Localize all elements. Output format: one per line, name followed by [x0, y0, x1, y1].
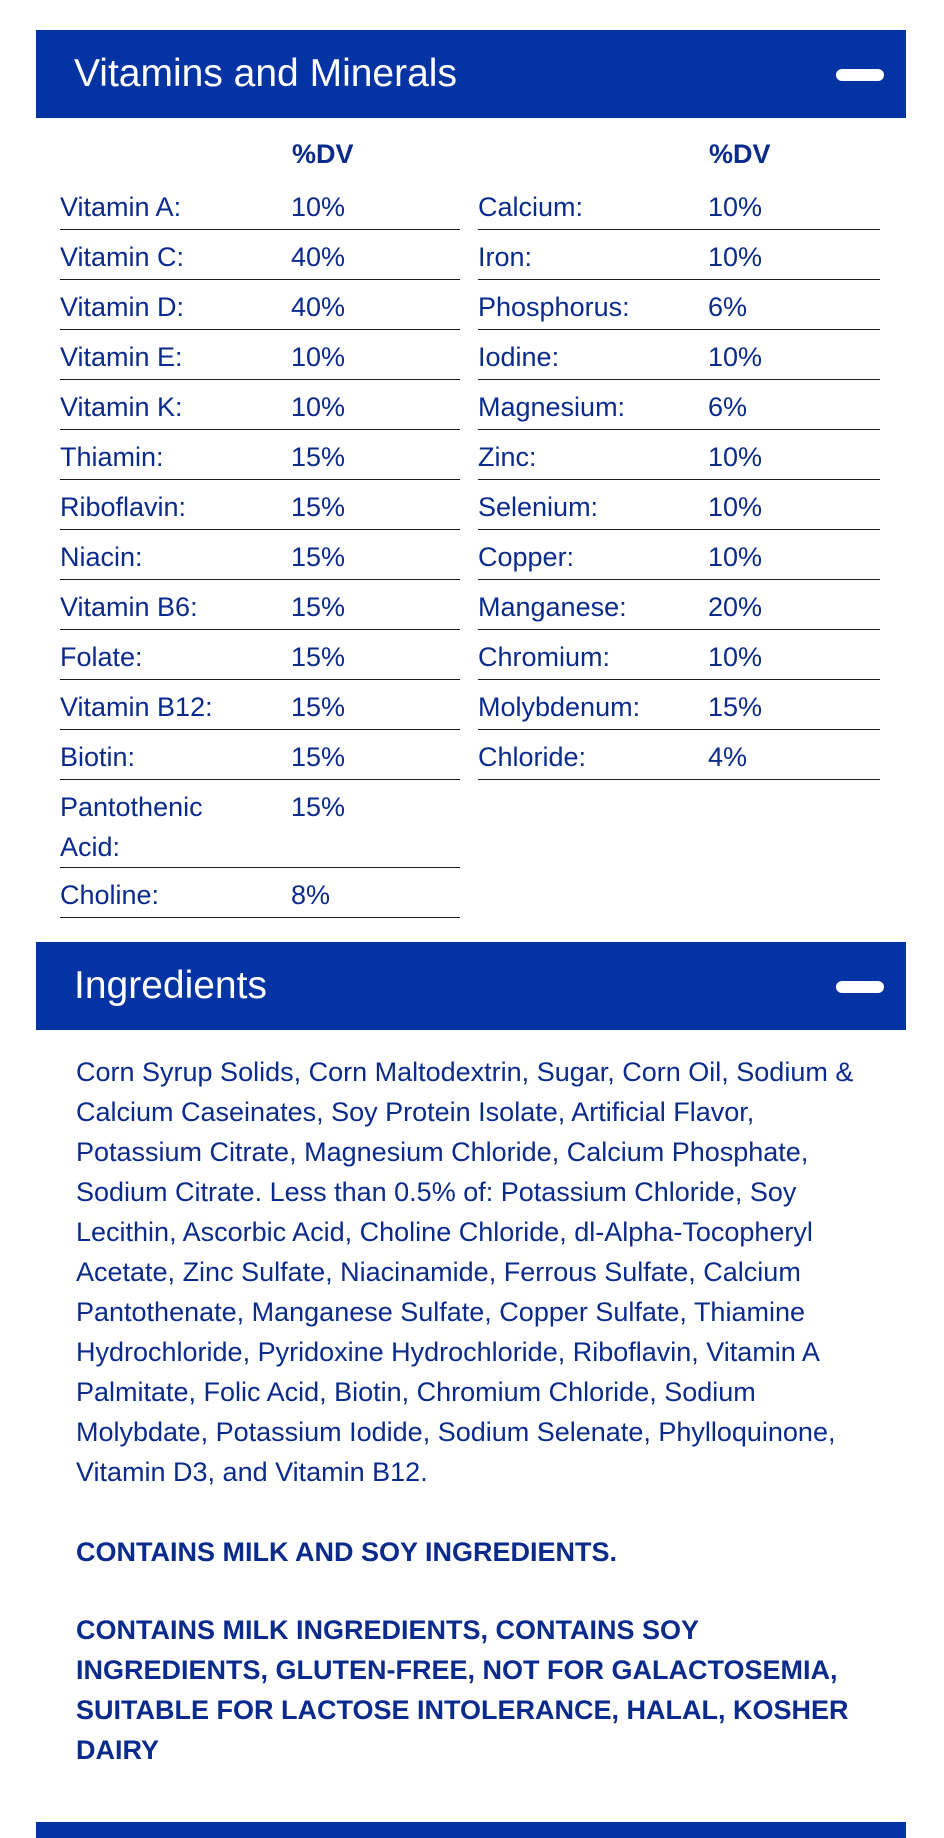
nutrient-name: Iron:	[478, 242, 533, 272]
nutrient-name: Molybdenum:	[478, 692, 641, 722]
nutrient-name: Chromium:	[478, 642, 611, 672]
nutrient-name: Magnesium:	[478, 392, 626, 422]
nutrient-name: Manganese:	[478, 592, 627, 622]
nutrient-dv: 10%	[708, 542, 763, 572]
allergen-statement: CONTAINS MILK AND SOY INGREDIENTS.	[76, 1537, 618, 1567]
nutrient-name: Vitamin D:	[60, 292, 185, 322]
vitamins-minerals-header[interactable]	[36, 30, 906, 118]
nutrient-row	[478, 330, 880, 380]
minus-icon	[836, 69, 884, 81]
nutrient-dv: 15%	[291, 642, 346, 672]
nutrient-dv: 10%	[708, 242, 763, 272]
nutrient-dv: 40%	[291, 242, 346, 272]
nutrient-dv: 15%	[291, 792, 346, 822]
nutrient-row	[60, 868, 460, 918]
nutrient-name: Vitamin K:	[60, 392, 183, 422]
nutrient-dv: 15%	[291, 492, 346, 522]
nutrient-row	[60, 580, 460, 630]
nutrient-row	[478, 580, 880, 630]
vitamins-collapse-button[interactable]	[836, 54, 886, 94]
nutrient-row	[60, 630, 460, 680]
nutrient-dv: 10%	[291, 392, 346, 422]
nutrient-name: Niacin:	[60, 542, 143, 572]
nutrient-dv: 10%	[708, 442, 763, 472]
nutrient-name: Chloride:	[478, 742, 587, 772]
nutrient-name: Vitamin A:	[60, 192, 182, 222]
minerals-table	[478, 180, 880, 780]
nutrient-row	[478, 480, 880, 530]
nutrient-dv: 8%	[291, 880, 331, 910]
nutrient-name: Thiamin:	[60, 442, 164, 472]
nutrient-dv: 15%	[291, 442, 346, 472]
nutrient-row	[60, 230, 460, 280]
nutrient-row	[478, 630, 880, 680]
nutrient-row	[478, 380, 880, 430]
dv-heading-left: %DV	[292, 139, 354, 169]
nutrient-dv: 10%	[708, 342, 763, 372]
next-section-header[interactable]	[36, 1822, 906, 1838]
nutrient-row	[478, 280, 880, 330]
nutrient-name: Vitamin B6:	[60, 592, 198, 622]
nutrient-row	[60, 330, 460, 380]
nutrient-row	[60, 280, 460, 330]
nutrient-row	[60, 730, 460, 780]
nutrient-name: Pantothenic Acid:	[60, 792, 203, 862]
ingredients-title: Ingredients	[74, 964, 267, 1007]
vitamins-minerals-title: Vitamins and Minerals	[74, 52, 457, 95]
nutrient-dv: 10%	[708, 492, 763, 522]
nutrient-name: Folate:	[60, 642, 143, 672]
nutrient-dv: 15%	[291, 592, 346, 622]
nutrient-name: Vitamin B12:	[60, 692, 213, 722]
nutrient-row	[60, 180, 460, 230]
nutrient-row	[60, 530, 460, 580]
ingredients-header[interactable]	[36, 942, 906, 1030]
nutrient-row	[478, 680, 880, 730]
nutrient-name: Calcium:	[478, 192, 584, 222]
minus-icon	[836, 981, 884, 993]
nutrient-name: Iodine:	[478, 342, 560, 372]
nutrient-name: Biotin:	[60, 742, 136, 772]
nutrient-name: Copper:	[478, 542, 575, 572]
nutrient-dv: 15%	[291, 692, 346, 722]
nutrient-row	[60, 480, 460, 530]
nutrient-dv: 15%	[291, 742, 346, 772]
ingredients-list: Corn Syrup Solids, Corn Maltodextrin, Sugar, Corn Oil, Sodium & Calcium Caseinates, Soy Protein Isolate, Artificial Flavor, Potassium Citrate, Magnesium Chloride, Calcium Phosphate, Sodium Citrate. Less than 0.5% of: Potassium Chloride, Soy Lecithin, Ascorbic Acid, Choline Chloride, dl-Alpha-Tocopheryl Acetate, Zinc Sulfate, Niacinamide, Ferrous Sulfate, Calcium Pantothenate, Manganese Sulfate, Copper Sulfate, Thiamine Hydrochloride, Pyridoxine Hydrochloride, Riboflavin, Vitamin A Palmitate, Folic Acid, Biotin, Chromium Chloride, Sodium Molybdate, Potassium Iodide, Sodium Selenate, Phylloquinone, Vitamin D3, and Vitamin B12.	[76, 1057, 854, 1487]
nutrient-name: Vitamin E:	[60, 342, 183, 372]
nutrient-dv: 6%	[708, 392, 748, 422]
dv-heading-right: %DV	[709, 139, 771, 169]
nutrient-name: Choline:	[60, 880, 160, 910]
nutrient-row	[478, 730, 880, 780]
nutrient-row	[60, 780, 460, 868]
nutrient-dv: 10%	[708, 642, 763, 672]
nutrient-row	[60, 380, 460, 430]
nutrient-name: Vitamin C:	[60, 242, 185, 272]
nutrient-row	[60, 430, 460, 480]
nutrient-dv: 15%	[291, 542, 346, 572]
nutrient-name: Selenium:	[478, 492, 599, 522]
vitamins-table	[60, 180, 460, 918]
nutrient-name: Riboflavin:	[60, 492, 187, 522]
nutrient-name: Phosphorus:	[478, 292, 630, 322]
nutrient-dv: 10%	[291, 192, 346, 222]
nutrient-row	[60, 680, 460, 730]
nutrient-row	[478, 530, 880, 580]
nutrient-dv: 20%	[708, 592, 763, 622]
nutrient-row	[478, 430, 880, 480]
dietary-statement: CONTAINS MILK INGREDIENTS, CONTAINS SOY INGREDIENTS, GLUTEN-FREE, NOT FOR GALACTOSEMIA, SUITABLE FOR LACTOSE INTOLERANCE, HALAL, KOSHER DAIRY	[76, 1615, 849, 1765]
nutrient-dv: 40%	[291, 292, 346, 322]
ingredients-collapse-button[interactable]	[836, 966, 886, 1006]
nutrient-dv: 10%	[291, 342, 346, 372]
nutrient-dv: 10%	[708, 192, 763, 222]
nutrient-dv: 6%	[708, 292, 748, 322]
nutrient-name: Zinc:	[478, 442, 537, 472]
nutrient-row	[478, 180, 880, 230]
nutrient-row	[478, 230, 880, 280]
nutrient-dv: 4%	[708, 742, 748, 772]
nutrient-dv: 15%	[708, 692, 763, 722]
